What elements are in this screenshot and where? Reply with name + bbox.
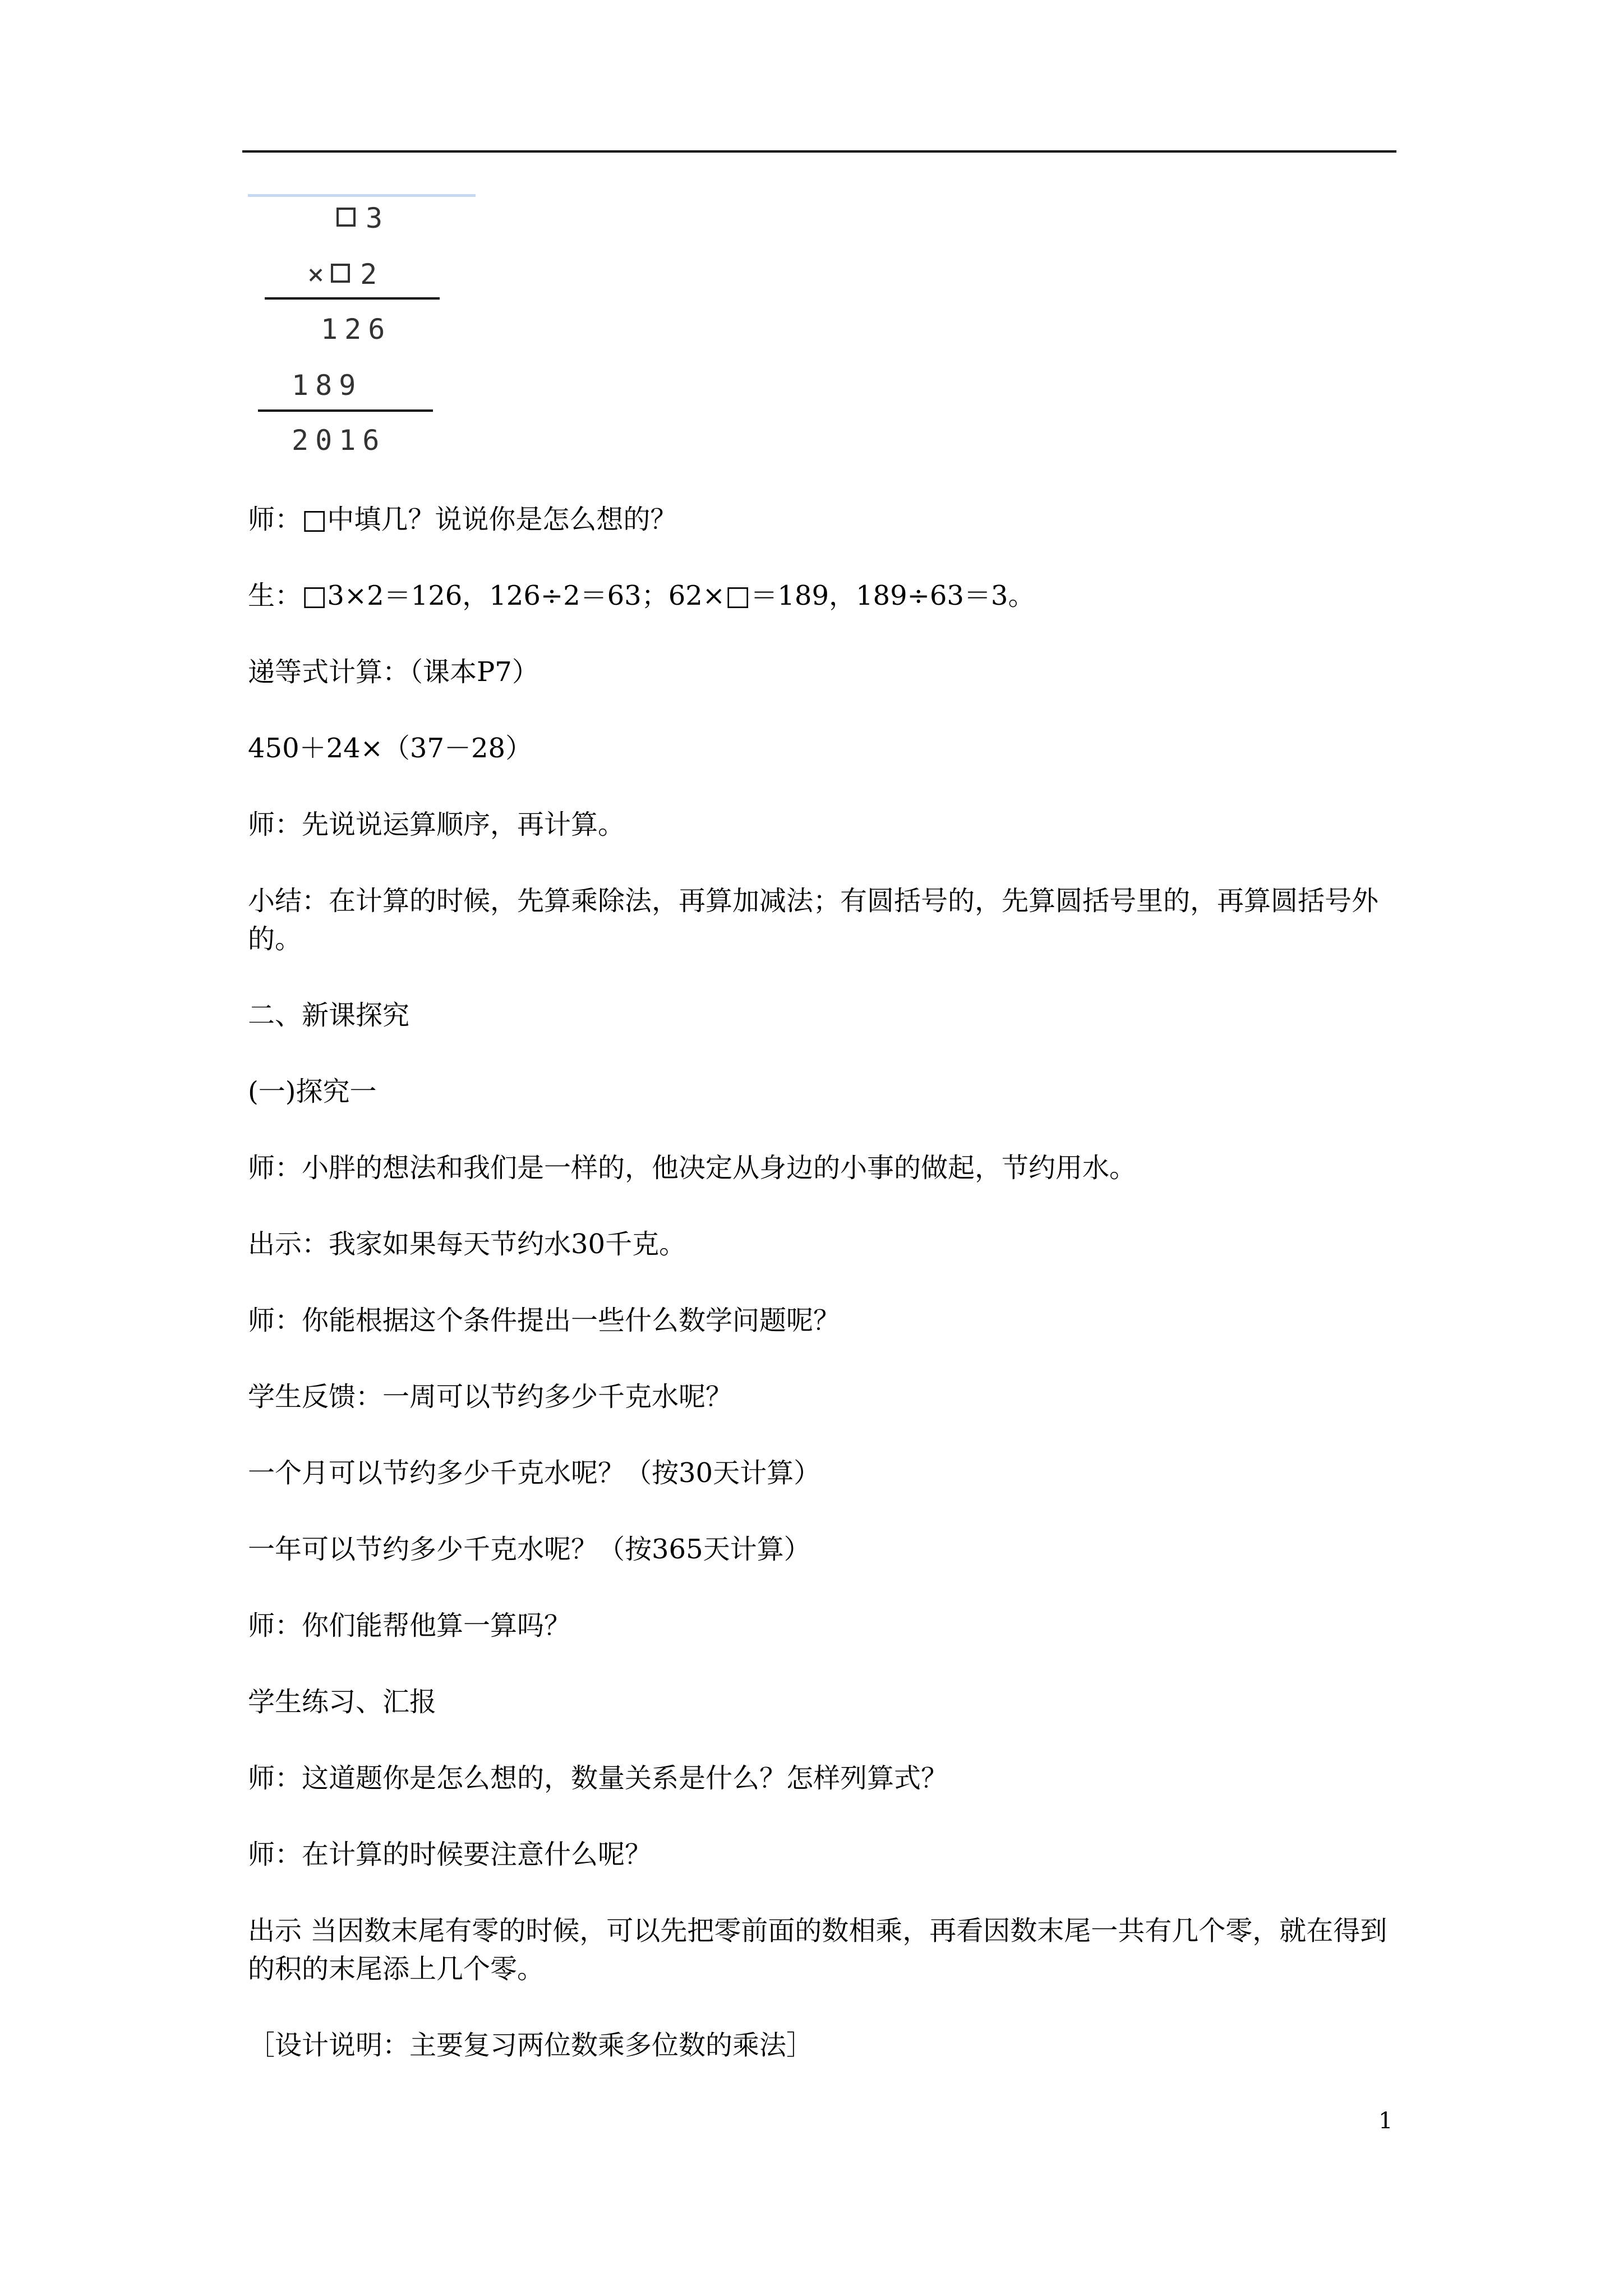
paragraph: 一个月可以节约多少千克水呢？（按30天计算） [248, 1457, 821, 1489]
image-top-border [248, 194, 476, 197]
subsection-heading: (一)探究一 [248, 1076, 377, 1107]
paragraph: 450＋24×（37－28） [248, 733, 533, 764]
blank-box-icon [336, 208, 356, 227]
paragraph: 学生练习、汇报 [248, 1686, 437, 1718]
calc-divider-line [258, 409, 433, 412]
section-heading: 二、新课探究 [248, 1000, 410, 1031]
paragraph: 生：□3×2＝126，126÷2＝63；62×□＝189，189÷63＝3。 [248, 580, 1035, 611]
paragraph: 师：小胖的想法和我们是一样的，他决定从身边的小事的做起，节约用水。 [248, 1152, 1137, 1184]
paragraph: 出示 当因数末尾有零的时候，可以先把零前面的数相乘，再看因数末尾一共有几个零，就在得到的积的末尾添上几个零。 [248, 1915, 1387, 1985]
multiplicand-digit: 3 [366, 202, 390, 234]
blank-box-icon [331, 264, 350, 283]
paragraph: 学生反馈：一周可以节约多少千克水呢？ [248, 1381, 733, 1412]
header-rule [242, 150, 1396, 153]
paragraph: 师：在计算的时候要注意什么呢？ [248, 1839, 652, 1870]
multiplicand-row [336, 202, 389, 234]
paragraph: 递等式计算：（课本P7） [248, 656, 539, 688]
multiplier-digit: 2 [360, 258, 384, 291]
multiply-sign: × [307, 258, 331, 291]
page-number: 1 [1378, 2108, 1393, 2134]
paragraph: 一年可以节约多少千克水呢？（按365天计算） [248, 1534, 811, 1565]
calc-divider-line [265, 297, 440, 300]
partial-product-2: 189 [292, 369, 363, 402]
multiplier-row [307, 258, 384, 291]
paragraph: 师：你们能帮他算一算吗？ [248, 1610, 571, 1641]
paragraph: 师：你能根据这个条件提出一些什么数学问题呢？ [248, 1305, 841, 1336]
paragraph: 师：先说说运算顺序，再计算。 [248, 809, 625, 840]
paragraph: 师：□中填几？说说你是怎么想的？ [248, 504, 677, 535]
paragraph: 出示：我家如果每天节约水30千克。 [248, 1228, 686, 1260]
partial-product-1: 126 [321, 313, 392, 346]
paragraph: 小结：在计算的时候，先算乘除法，再算加减法；有圆括号的，先算圆括号里的，再算圆括号外的。 [248, 885, 1379, 955]
paragraph: 师：这道题你是怎么想的，数量关系是什么？怎样列算式？ [248, 1763, 948, 1794]
design-note: ［设计说明：主要复习两位数乘多位数的乘法］ [248, 2030, 814, 2061]
product-row: 2016 [292, 424, 386, 457]
